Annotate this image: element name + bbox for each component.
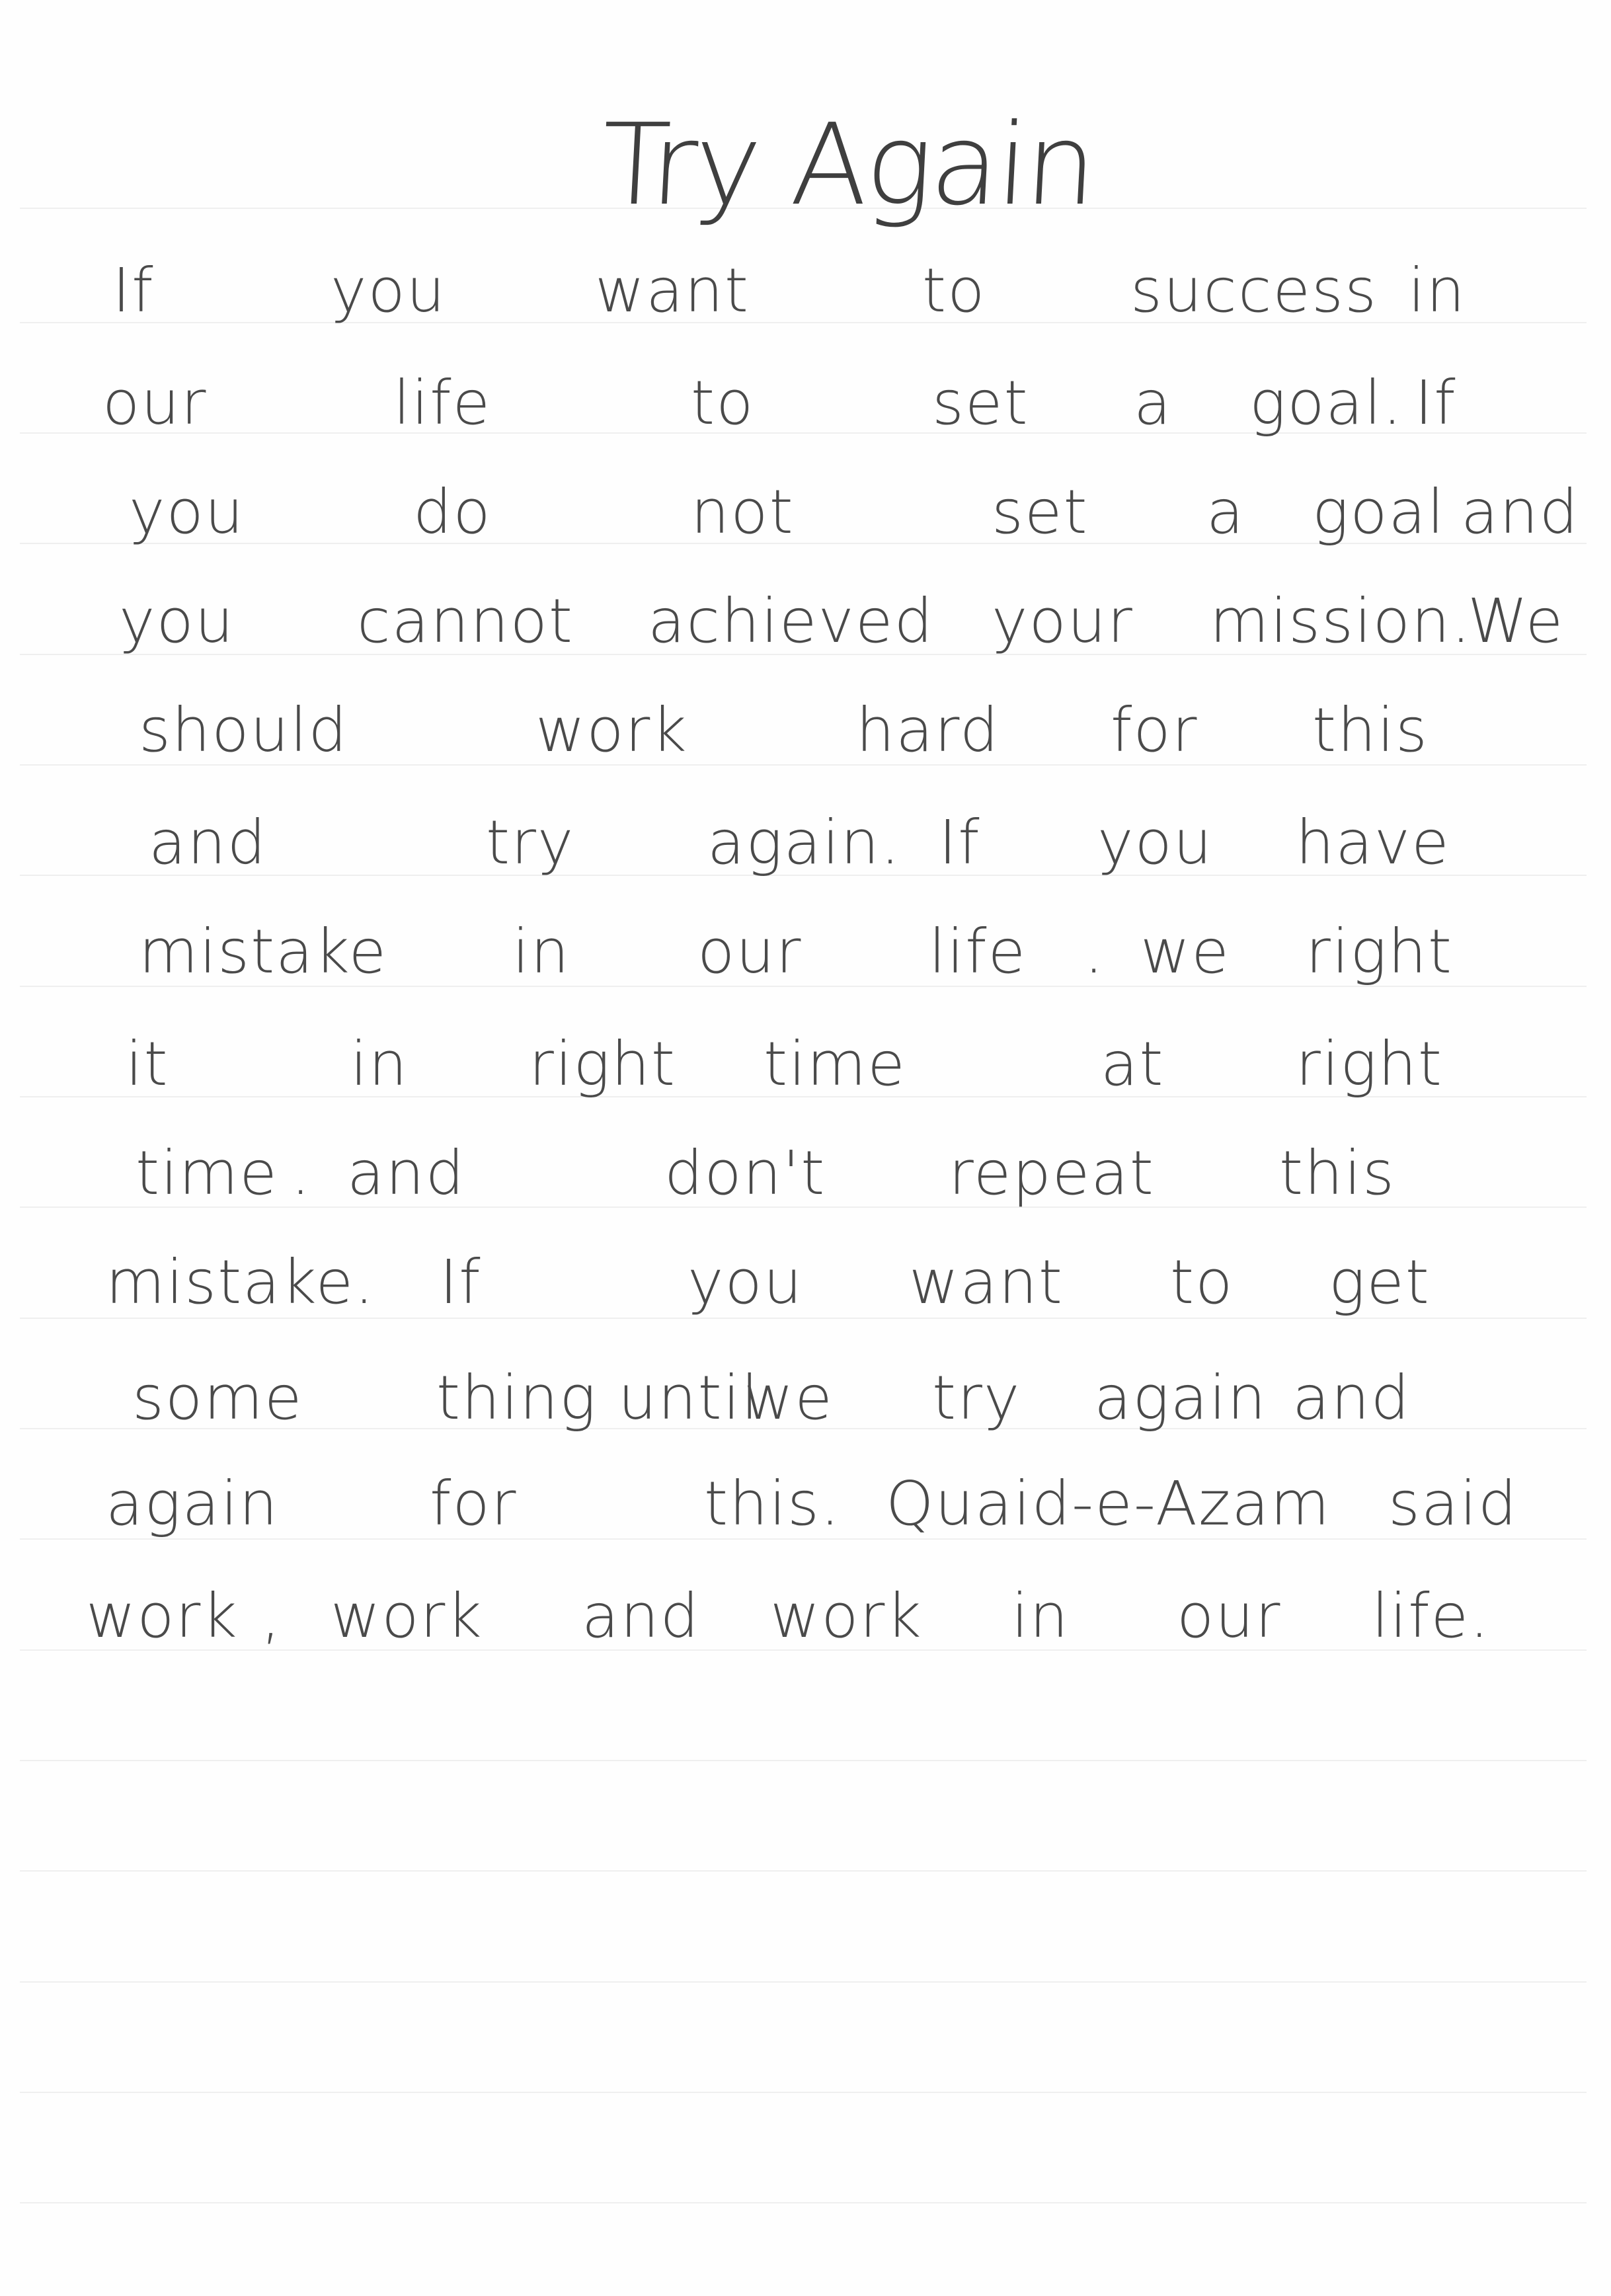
word: set: [932, 368, 1029, 438]
text-line: [0, 354, 1611, 453]
text-line: [0, 1567, 1611, 1666]
word: should: [139, 695, 348, 766]
word: get: [1329, 1247, 1431, 1318]
text-line: [0, 681, 1611, 780]
word: right: [1296, 1029, 1443, 1099]
word: you: [331, 255, 447, 326]
word: If: [1415, 368, 1457, 438]
page-title: Try Again: [598, 100, 1098, 231]
word: If: [440, 1247, 482, 1318]
word: it: [126, 1029, 169, 1099]
word: We: [1468, 586, 1565, 656]
word: .: [291, 1138, 312, 1208]
word: time: [764, 1029, 906, 1099]
text-line: [0, 793, 1611, 892]
word: work: [770, 1581, 923, 1651]
word: until: [618, 1363, 760, 1433]
word: our: [697, 916, 803, 987]
word: achieved: [648, 586, 934, 656]
word: in: [1011, 1581, 1070, 1651]
text-line: [0, 1454, 1611, 1554]
word: and: [149, 807, 268, 878]
word: repeat: [949, 1138, 1155, 1208]
word: life.: [1372, 1581, 1491, 1651]
word: to: [691, 368, 755, 438]
word: try: [486, 807, 575, 878]
word: If: [112, 255, 155, 326]
word: work: [535, 695, 688, 766]
word: ,: [261, 1581, 282, 1651]
word: you: [119, 586, 235, 656]
word: work: [86, 1581, 239, 1651]
word: Quaid-e-Azam: [886, 1468, 1331, 1539]
word: life: [393, 368, 492, 438]
word: to: [1170, 1247, 1234, 1318]
word: right: [1306, 916, 1453, 987]
word: in: [512, 916, 570, 987]
word: again.: [707, 807, 902, 878]
word: you: [688, 1247, 804, 1318]
word: for: [430, 1468, 518, 1539]
word: we: [1140, 916, 1230, 987]
text-line: [0, 1015, 1611, 1114]
word: said: [1388, 1468, 1518, 1539]
word: don't: [664, 1138, 826, 1208]
word: mission.: [1210, 586, 1472, 656]
text-line: [0, 241, 1611, 340]
word: you: [129, 477, 245, 547]
word: at: [1101, 1029, 1165, 1099]
text-line: [0, 1233, 1611, 1332]
text-line: [0, 572, 1611, 671]
word: your: [992, 586, 1134, 656]
word: this.: [704, 1468, 842, 1539]
text-line: [0, 1124, 1611, 1223]
word: again: [1094, 1363, 1267, 1433]
text-line: [0, 463, 1611, 562]
word: a: [1206, 477, 1245, 547]
word: thing: [436, 1363, 598, 1433]
text-line: [0, 1349, 1611, 1448]
word: set: [992, 477, 1089, 547]
word: .: [1084, 916, 1105, 987]
word: you: [1097, 807, 1214, 878]
word: some: [132, 1363, 303, 1433]
word: cannot: [357, 586, 574, 656]
word: for: [1111, 695, 1198, 766]
word: and: [582, 1581, 701, 1651]
word: If: [939, 807, 981, 878]
text-line: [0, 902, 1611, 1002]
word: we: [744, 1363, 834, 1433]
word: goal: [1312, 477, 1446, 547]
word: a: [1134, 368, 1173, 438]
word: right: [529, 1029, 676, 1099]
word: again: [106, 1468, 279, 1539]
word: goal.: [1249, 368, 1403, 438]
word: in: [1408, 255, 1466, 326]
word: have: [1296, 807, 1450, 878]
word: our: [102, 368, 208, 438]
word: and: [1461, 477, 1580, 547]
word: our: [1177, 1581, 1282, 1651]
word: in: [350, 1029, 409, 1099]
word: this: [1312, 695, 1429, 766]
word: mistake: [139, 916, 388, 987]
word: want: [595, 255, 750, 326]
word: not: [691, 477, 795, 547]
word: and: [347, 1138, 466, 1208]
word: time: [136, 1138, 278, 1208]
word: hard: [856, 695, 1000, 766]
word: do: [413, 477, 492, 547]
word: work: [331, 1581, 483, 1651]
word: try: [932, 1363, 1021, 1433]
word: to: [922, 255, 986, 326]
word: life: [929, 916, 1027, 987]
word: and: [1292, 1363, 1411, 1433]
word: success: [1130, 255, 1378, 326]
word: want: [909, 1247, 1064, 1318]
word: mistake.: [106, 1247, 375, 1318]
word: this: [1279, 1138, 1395, 1208]
